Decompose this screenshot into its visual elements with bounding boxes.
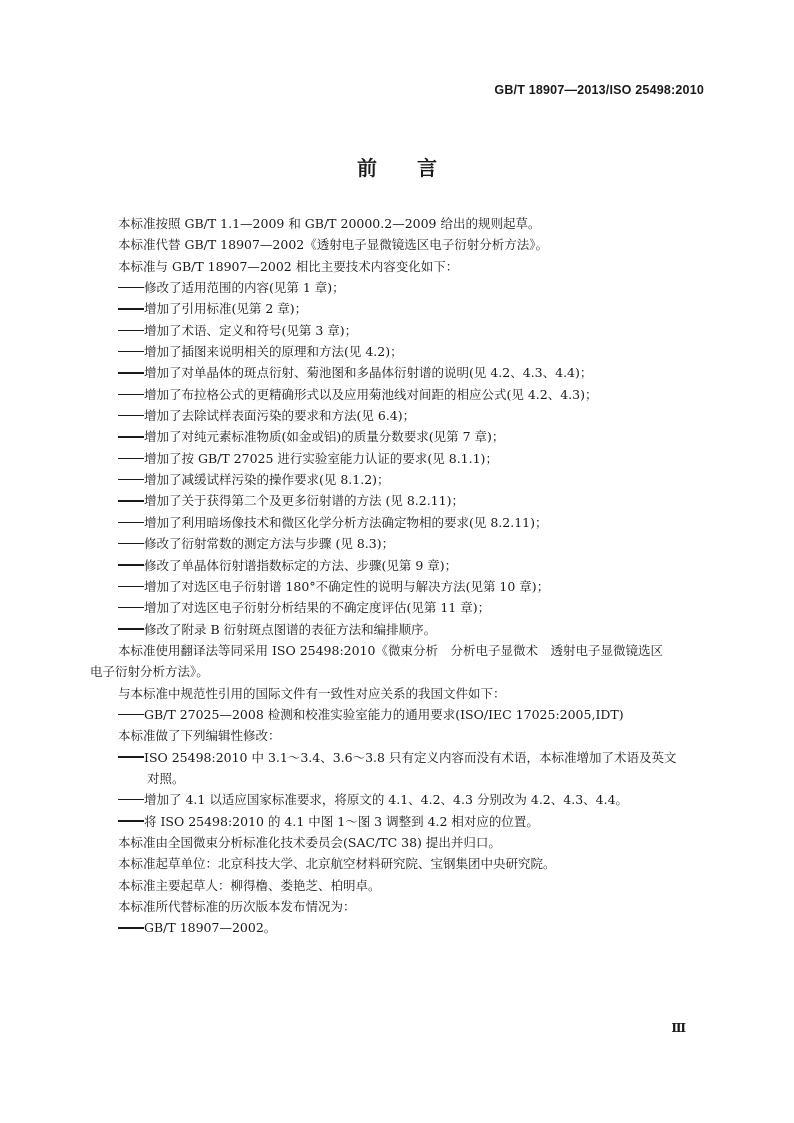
paragraph-line xyxy=(0,256,794,277)
line-text: ISO 25498:2010 中 3.1～3.4、3.6～3.8 只有定义内容而没有术语，本标准增加了术语及英文 xyxy=(144,749,677,765)
line-text: 增加了插图来说明相关的原理和方法(见 4.2)； xyxy=(144,344,403,360)
paragraph-line xyxy=(0,683,794,704)
em-dash-marker xyxy=(118,543,144,544)
line-text: 修改了附录 B 衍射斑点图谱的表征方法和编排顺序。 xyxy=(144,621,437,637)
line-text: 增加了引用标准(见第 2 章)； xyxy=(144,301,308,317)
line-text: 本标准起草单位：北京科技大学、北京航空材料研究院、宝钢集团中央研究院。 xyxy=(118,856,556,872)
line-text: 本标准做了下列编辑性修改： xyxy=(118,728,281,744)
line-text: 增加了对选区电子衍射谱 180°不确定性的说明与解决方法(见第 10 章)； xyxy=(144,578,550,594)
list-item xyxy=(0,811,794,832)
paragraph-line xyxy=(0,661,794,682)
list-item xyxy=(0,341,794,362)
em-dash-marker xyxy=(118,330,144,331)
list-item xyxy=(0,789,794,810)
line-text: 将 ISO 25498:2010 的 4.1 中图 1～图 3 调整到 4.2 相对应的位置。 xyxy=(144,813,539,829)
line-text: 增加了布拉格公式的更精确形式以及应用菊池线对间距的相应公式(见 4.2、4.3)； xyxy=(144,386,598,402)
em-dash-marker xyxy=(118,586,144,587)
line-text: 增加了减缓试样污染的操作要求(见 8.1.2)； xyxy=(144,472,390,488)
line-text: 增加了利用暗场像技术和微区化学分析方法确定物相的要求(见 8.2.11)； xyxy=(144,514,548,530)
em-dash-marker xyxy=(118,500,144,501)
list-item xyxy=(0,917,794,938)
list-item xyxy=(0,298,794,319)
list-item xyxy=(0,320,794,341)
line-text: 本标准按照 GB/T 1.1—2009 和 GB/T 20000.2—2009 给出的规则起草。 xyxy=(118,216,541,231)
list-item xyxy=(0,576,794,597)
line-text: 增加了去除试样表面污染的要求和方法(见 6.4)； xyxy=(144,408,416,424)
line-text: GB/T 18907—2002。 xyxy=(144,920,277,936)
list-item xyxy=(0,619,794,640)
line-text: 增加了 4.1 以适应国家标准要求，将原文的 4.1、4.2、4.3 分别改为 4.2、4.3、4.4。 xyxy=(144,792,629,808)
line-text: 增加了对选区电子衍射分析结果的不确定度评估(见第 11 章)； xyxy=(144,600,491,616)
paragraph-line xyxy=(0,896,794,917)
paragraph-line xyxy=(0,725,794,746)
line-text: 增加了关于获得第二个及更多衍射谱的方法 (见 8.2.11)； xyxy=(144,493,464,509)
em-dash-marker xyxy=(118,607,144,608)
line-text: 本标准使用翻译法等同采用 ISO 25498:2010《微束分析 分析电子显微术 透射电子显微镜选区 xyxy=(118,642,663,658)
line-text: 本标准与 GB/T 18907—2002 相比主要技术内容变化如下： xyxy=(118,258,459,274)
list-item xyxy=(0,490,794,511)
em-dash-marker xyxy=(118,479,144,480)
list-item xyxy=(0,362,794,383)
em-dash-marker xyxy=(118,351,144,352)
line-text: 增加了对纯元素标准物质(如金或铝)的质量分数要求(见第 7 章)； xyxy=(144,429,505,445)
em-dash-marker xyxy=(118,394,144,395)
list-item xyxy=(0,555,794,576)
line-text: 本标准由全国微束分析标准化技术委员会(SAC/TC 38) 提出并归口。 xyxy=(118,834,501,850)
list-item xyxy=(0,426,794,447)
paragraph-line xyxy=(0,853,794,874)
line-text: 修改了单晶体衍射谱指数标定的方法、步骤(见第 9 章)； xyxy=(144,557,458,573)
list-item xyxy=(0,469,794,490)
em-dash-marker xyxy=(118,372,144,373)
list-item xyxy=(0,405,794,426)
em-dash-marker xyxy=(118,927,144,928)
em-dash-marker xyxy=(118,415,144,416)
list-item xyxy=(0,747,794,768)
em-dash-marker xyxy=(118,564,144,565)
paragraph-line xyxy=(0,213,794,234)
list-item xyxy=(0,277,794,298)
foreword-body xyxy=(0,213,794,939)
line-text: 本标准所代替标准的历次版本发布情况为： xyxy=(118,899,356,914)
line-text: 增加了术语、定义和符号(见第 3 章)； xyxy=(144,322,358,338)
em-dash-marker xyxy=(118,756,144,757)
line-text: 增加了对单晶体的斑点衍射、菊池图和多晶体衍射谱的说明(见 4.2、4.3、4.4)； xyxy=(144,365,593,381)
list-item xyxy=(0,597,794,618)
line-text: 与本标准中规范性引用的国际文件有一致性对应关系的我国文件如下： xyxy=(118,685,506,701)
list-item xyxy=(0,448,794,469)
em-dash-marker xyxy=(118,628,144,629)
page-title: 前言 xyxy=(357,156,477,180)
line-text: 修改了适用范围的内容(见第 1 章)； xyxy=(144,280,345,296)
em-dash-marker xyxy=(118,799,144,800)
em-dash-marker xyxy=(118,287,144,288)
list-item xyxy=(0,704,794,725)
list-item xyxy=(0,512,794,533)
em-dash-marker xyxy=(118,820,144,821)
paragraph-line xyxy=(0,234,794,255)
page-number: Ⅲ xyxy=(671,1021,686,1035)
line-text: GB/T 27025—2008 检测和校准实验室能力的通用要求(ISO/IEC 17025:2005,IDT) xyxy=(144,706,624,722)
em-dash-marker xyxy=(118,308,144,309)
list-item xyxy=(0,533,794,554)
list-item xyxy=(0,384,794,405)
line-text: 对照。 xyxy=(147,770,185,786)
em-dash-marker xyxy=(118,522,144,523)
standard-code-header: GB/T 18907—2013/ISO 25498:2010 xyxy=(494,83,704,97)
line-text: 本标准主要起草人：柳得橹、娄艳芝、柏明卓。 xyxy=(118,877,381,893)
paragraph-line xyxy=(0,832,794,853)
line-text: 增加了按 GB/T 27025 进行实验室能力认证的要求(见 8.1.1)； xyxy=(144,450,498,466)
paragraph-line xyxy=(0,768,794,789)
line-text: 电子衍射分析方法》。 xyxy=(90,664,209,680)
em-dash-marker xyxy=(118,714,144,715)
em-dash-marker xyxy=(118,436,144,437)
line-text: 本标准代替 GB/T 18907—2002《透射电子显微镜选区电子衍射分析方法》。 xyxy=(118,237,548,253)
paragraph-line xyxy=(0,640,794,661)
em-dash-marker xyxy=(118,458,144,459)
paragraph-line xyxy=(0,875,794,896)
line-text: 修改了衍射常数的测定方法与步骤 (见 8.3)； xyxy=(144,536,395,552)
